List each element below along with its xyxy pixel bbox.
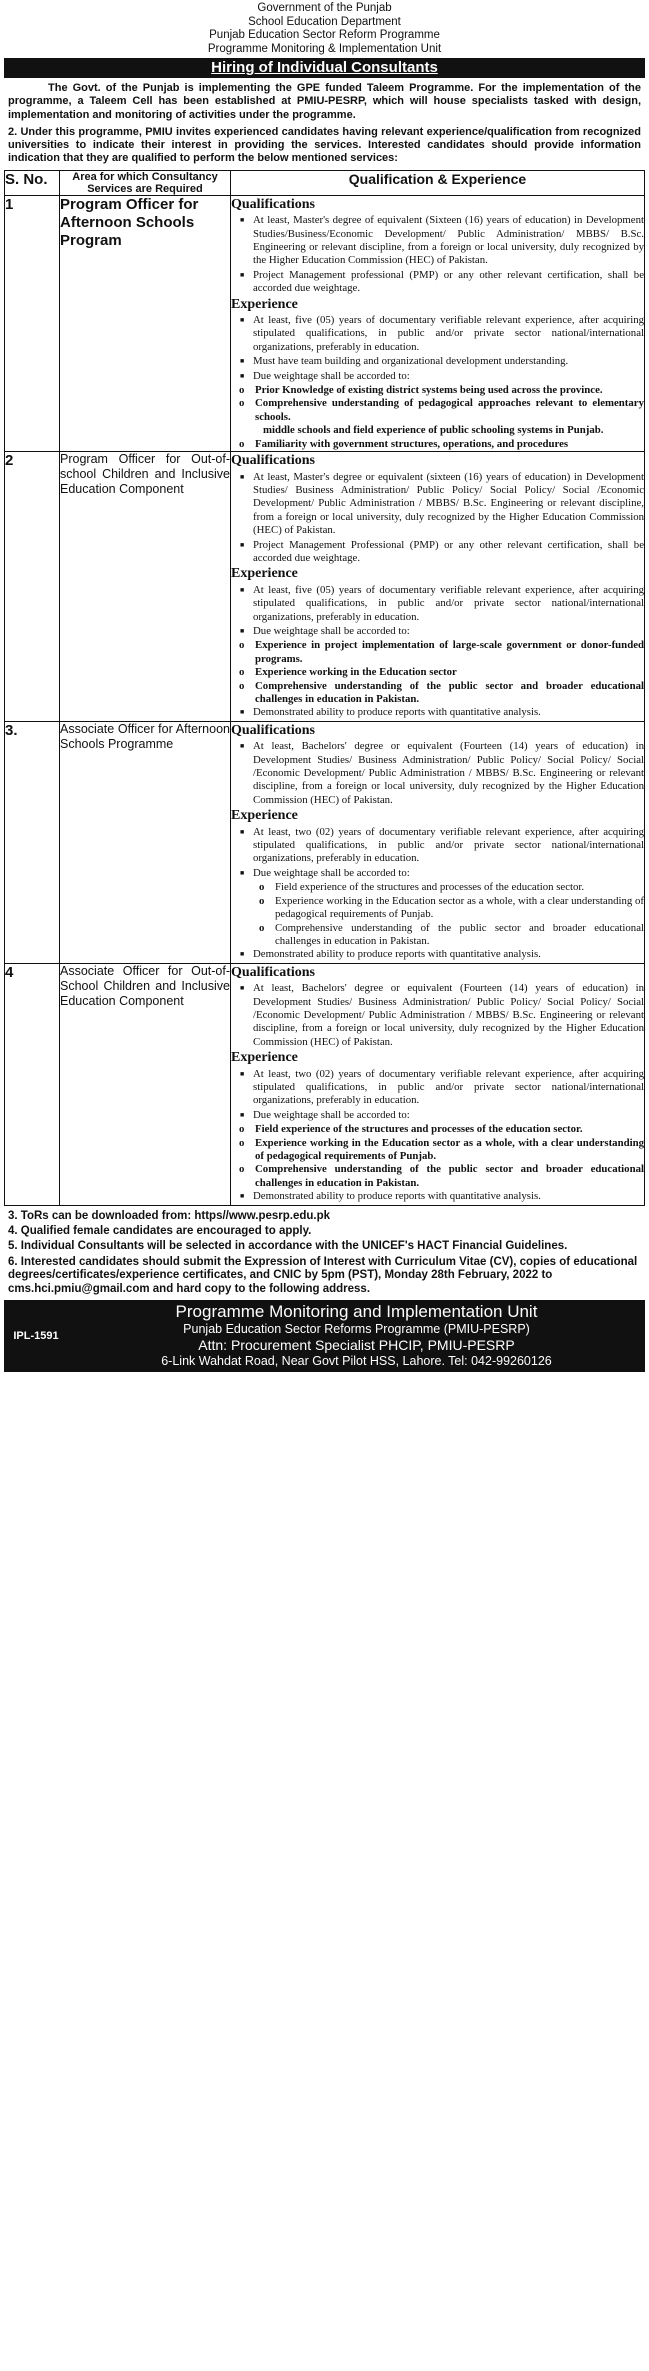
footer-attention: Attn: Procurement Specialist PHCIP, PMIU-PESRP xyxy=(198,1337,515,1354)
intro-text xyxy=(8,82,641,166)
row-number: 4 xyxy=(5,963,60,1205)
notes-section xyxy=(8,1210,641,1296)
list-item: ■ At least, Master's degree of equivalent (Sixteen (16) years of education) in Development Studies/Business/Economic Development/ Public Administration/ MBBS/ B.Sc. Engineering or relevant discipline, from a foreign or local university, duly recognized by the Higher Education Commission (HEC) of Pakistan. xyxy=(253,214,644,268)
list-item: o Experience in project implementation of large-scale government or donor-funded programs. xyxy=(255,639,644,666)
note-submission: 6. Interested candidates should submit the Expression of Interest with Curriculum Vitae (CV), copies of educational degrees/certificates/experience certificates, and CNIC by 5pm (PST), Monday 28th February, 2022 to cms.hci.pmiu@gmail.com and hard copy to the following address. xyxy=(8,1255,638,1295)
list-item: ■ Due weightage shall be accorded to: xyxy=(253,1109,644,1122)
list-item: o Experience working in the Education sector as a whole, with a clear understanding of pedagogical requirements of Punjab. xyxy=(275,895,644,922)
col-sno-header: S. No. xyxy=(5,170,60,195)
experience-heading: Experience xyxy=(231,1050,298,1066)
list-item: o Familiarity with government structures, operations, and procedures xyxy=(255,438,644,451)
qualifications-heading: Qualifications xyxy=(231,453,316,469)
table-row xyxy=(5,963,645,1205)
table-row xyxy=(5,195,645,451)
row-area: Associate Officer for Afternoon Schools Programme xyxy=(60,721,231,963)
experience-heading: Experience xyxy=(231,296,298,312)
footer-programme-name: Punjab Education Sector Reforms Programme (PMIU-PESRP) xyxy=(183,1322,530,1337)
list-item: o Field experience of the structures and processes of the education sector. xyxy=(275,881,644,894)
qualifications-heading: Qualifications xyxy=(231,964,316,980)
list-item: o Experience working in the Education sector as a whole, with a clear understanding of pedagogical requirements of Punjab. xyxy=(255,1137,644,1164)
list-item: ■ Demonstrated ability to produce reports with quantitative analysis. xyxy=(253,1190,644,1203)
list-item: o Prior Knowledge of existing district systems being used across the province. xyxy=(255,384,644,397)
table-row xyxy=(5,721,645,963)
header-government: Government of the Punjab xyxy=(257,2,392,14)
weightage-continuation: middle schools and field experience of public schooling systems in Punjab. xyxy=(263,424,604,437)
footer-unit-name: Programme Monitoring and Implementation Unit xyxy=(175,1302,538,1322)
list-item: ■ At least, five (05) years of documentary verifiable relevant experience, after acquiring stipulated qualifications, in public and/or private sector national/international organizations, preferably in education. xyxy=(253,584,644,624)
list-item: ■ At least, two (02) years of documentary verifiable relevant experience, after acquiring stipulated qualifications, in public and/or private sector national/international organizations, preferably in education. xyxy=(253,826,644,866)
list-item: ■ Project Management professional (PMP) or any other relevant certification, shall be accorded due weightage. xyxy=(253,269,644,296)
list-item: ■ Due weightage shall be accorded to: xyxy=(253,625,644,638)
list-item: o Comprehensive understanding of the public sector and broader educational challenges in education in Pakistan. xyxy=(275,922,644,949)
row-area: Associate Officer for Out-of-School Children and Inclusive Education Component xyxy=(60,963,231,1205)
list-item: o Comprehensive understanding of the public sector and broader educational challenges in education in Pakistan. xyxy=(255,1163,644,1190)
advertisement-page xyxy=(4,2,645,1372)
list-item: ■ At least, two (02) years of documentary verifiable relevant experience, after acquiring stipulated qualifications, in public and/or private sector national/international organizations, preferably in education. xyxy=(253,1068,644,1108)
list-item: ■ At least, Bachelors' degree or equivalent (Fourteen (14) years of education) in Development Studies/ Business Administration/ Public Policy/ Social Policy/ Social /Economic Development/ Public Administration / MBBS/ B.Sc. Engineering or relevant discipline, from a foreign or local university, duly recognized by the Higher Education Commission (HEC) of Pakistan. xyxy=(253,740,644,807)
list-item: o Field experience of the structures and processes of the education sector. xyxy=(255,1123,644,1136)
row-qualification xyxy=(231,963,645,1205)
department-header xyxy=(4,2,645,56)
list-item: ■ At least, five (05) years of documentary verifiable relevant experience, after acquiring stipulated qualifications, in public and/or private sector national/international organizations, preferably in education. xyxy=(253,314,644,354)
list-item: ■ At least, Master's degree or equivalent (sixteen (16) years of education) in Development Studies/ Business Administration/ Public Policy/ Social Policy/ Social /Economic Development/ Public Administration / MBBS/ B.Sc. Engineering or relevant discipline, from a foreign or local university, duly recognized by the Higher Education Commission (HEC) of Pakistan. xyxy=(253,471,644,538)
experience-heading: Experience xyxy=(231,808,298,824)
intro-paragraph-1: The Govt. of the Punjab is implementing the GPE funded Taleem Programme. For the implementation of the programme, a Taleem Cell has been established at PMIU-PESRP, which will house specialists tasked with design, implementation and monitoring of activities under the programme. xyxy=(8,82,641,121)
row-area: Program Officer for Afternoon Schools Program xyxy=(60,195,231,451)
header-department: School Education Department xyxy=(248,15,401,28)
qualifications-heading: Qualifications xyxy=(231,196,316,212)
footer-address xyxy=(68,1300,645,1372)
row-qualification xyxy=(231,452,645,722)
list-item: ■ Due weightage shall be accorded to: xyxy=(253,867,644,880)
list-item: ■ Project Management Professional (PMP) or any other relevant certification, shall be accorded due weightage. xyxy=(253,539,644,566)
row-area: Program Officer for Out-of-school Children and Inclusive Education Component xyxy=(60,452,231,722)
consultancy-table xyxy=(4,170,645,1206)
hiring-banner: Hiring of Individual Consultants xyxy=(4,58,645,78)
row-qualification xyxy=(231,195,645,451)
qualifications-heading: Qualifications xyxy=(231,722,316,738)
experience-heading: Experience xyxy=(231,566,298,582)
footer-address-block xyxy=(4,1300,645,1372)
list-item: ■ Demonstrated ability to produce reports with quantitative analysis. xyxy=(253,706,644,719)
row-number: 2 xyxy=(5,452,60,722)
intro-paragraph-2: 2. Under this programme, PMIU invites experienced candidates having relevant experience/qualification from recognized universities to indicate their interest in providing the services. Interested candidates should provide information indication that they are qualified to perform the below mentioned services: xyxy=(8,125,641,165)
list-item: ■ Due weightage shall be accorded to: xyxy=(253,370,644,383)
list-item: o Comprehensive understanding of the public sector and broader educational challenges in education in Pakistan. xyxy=(255,680,644,707)
note-selection-guidelines: 5. Individual Consultants will be selected in accordance with the UNICEF's HACT Financial Guidelines. xyxy=(8,1240,568,1253)
header-unit: Programme Monitoring & Implementation Unit xyxy=(207,42,442,55)
list-item: o Comprehensive understanding of pedagogical approaches relevant to elementary schools. xyxy=(255,397,644,424)
list-item: o Experience working in the Education sector xyxy=(255,666,644,679)
col-qualification-header: Qualification & Experience xyxy=(231,170,645,195)
list-item: ■ Demonstrated ability to produce reports with quantitative analysis. xyxy=(253,948,644,961)
list-item: ■ At least, Bachelors' degree or equivalent (Fourteen (14) years of education) in Development Studies/ Business Administration/ Public Policy/ Social Policy/ Social /Economic Development/ Public Administration / MBBS/ B.Sc. Engineering or relevant discipline, from a foreign or local university, duly recognized by the Higher Education Commission (HEC) of Pakistan. xyxy=(253,982,644,1049)
footer-street-address: 6-Link Wahdat Road, Near Govt Pilot HSS, Lahore. Tel: 042-99260126 xyxy=(161,1354,552,1369)
table-row xyxy=(5,452,645,722)
header-programme: Punjab Education Sector Reform Programme xyxy=(209,29,440,41)
note-tors-download: 3. ToRs can be downloaded from: https//www.pesrp.edu.pk xyxy=(8,1209,331,1222)
list-item: ■ Must have team building and organizational development understanding. xyxy=(253,355,644,368)
row-number: 1 xyxy=(5,195,60,451)
note-female-candidates: 4. Qualified female candidates are encouraged to apply. xyxy=(8,1225,312,1238)
col-area-header: Area for which Consultancy Services are Required xyxy=(60,170,231,195)
row-qualification xyxy=(231,721,645,963)
row-number: 3. xyxy=(5,721,60,963)
ipl-number: IPL-1591 xyxy=(13,1330,59,1343)
table-header-row xyxy=(5,170,645,195)
